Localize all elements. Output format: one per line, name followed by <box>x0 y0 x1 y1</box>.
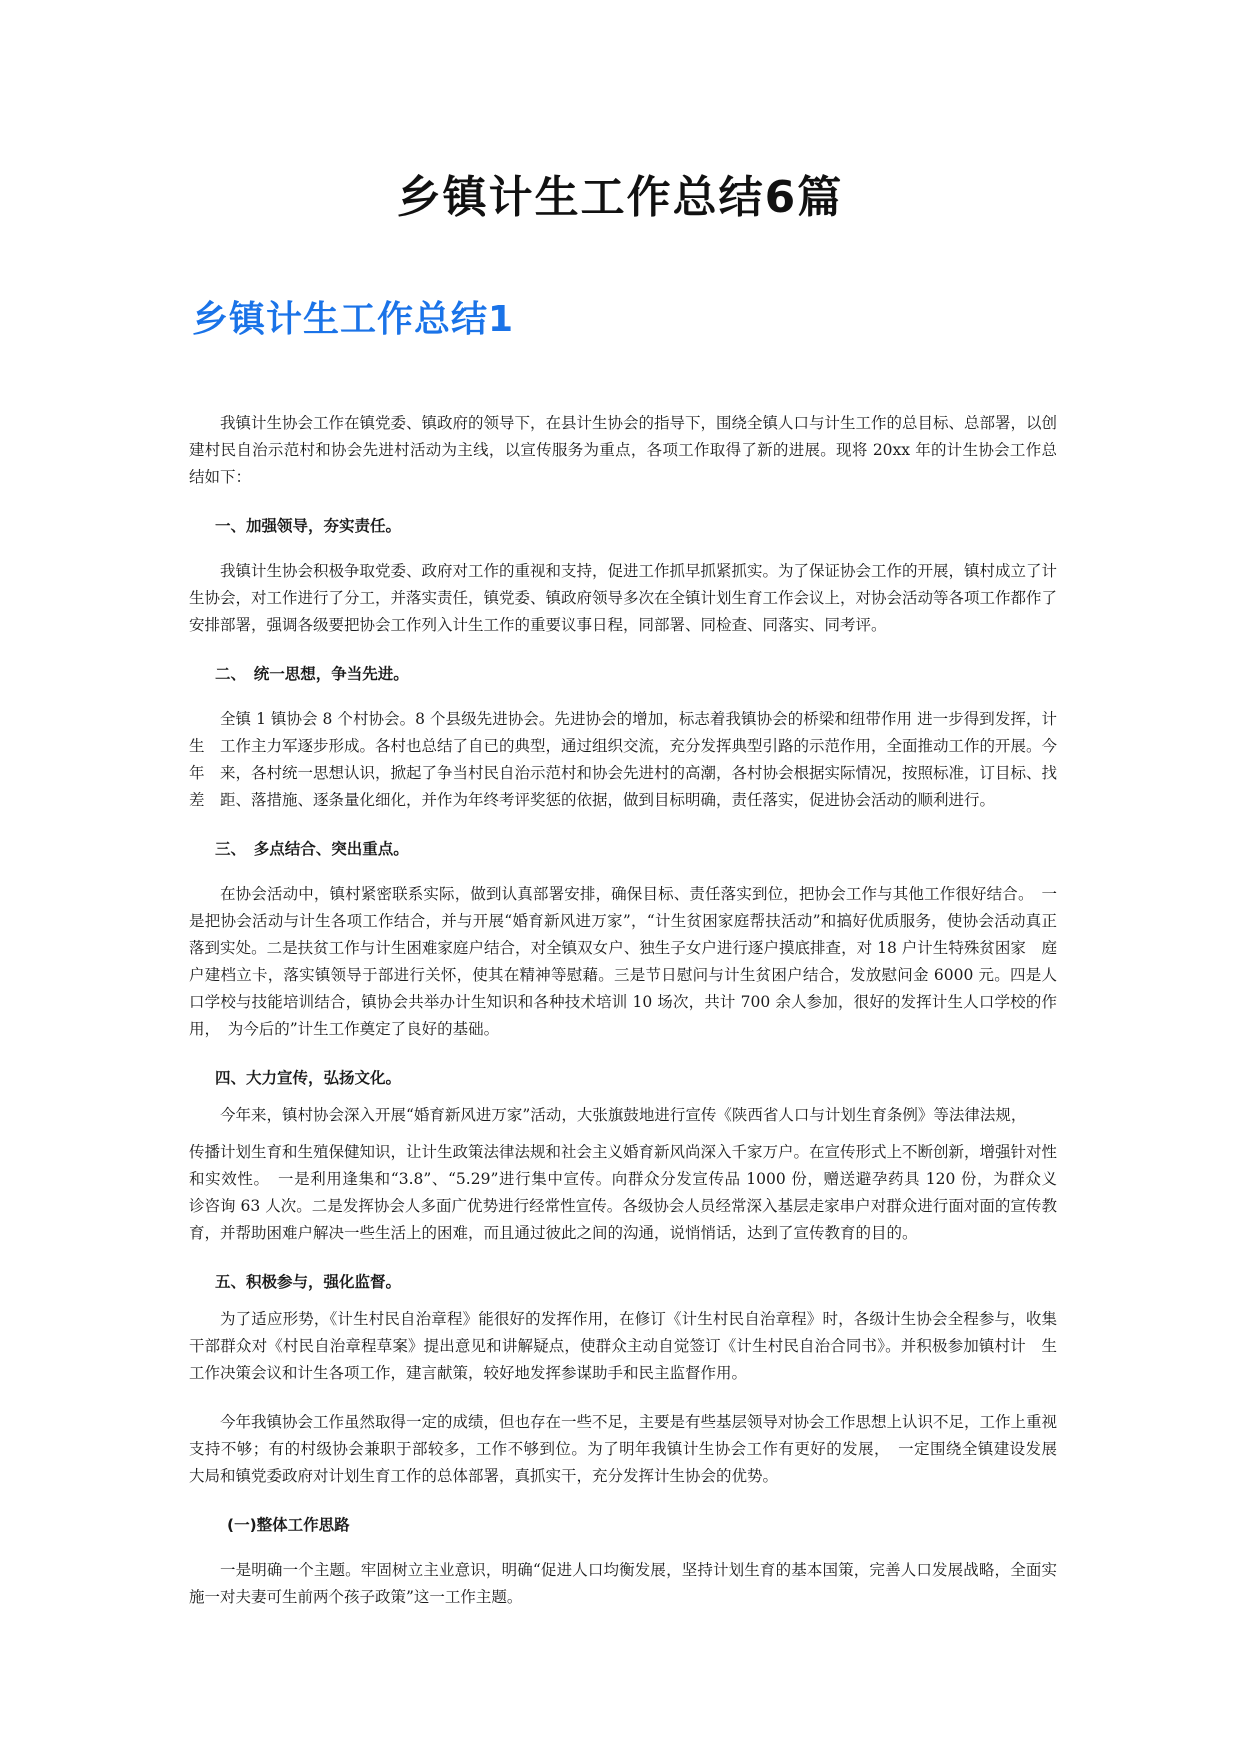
heading-4: 四、大力宣传，弘扬文化。 <box>215 1069 402 1087</box>
heading-1: 一、加强领导，夯实责任。 <box>215 517 402 535</box>
intro-paragraph: 我镇计生协会工作在镇党委、镇政府的领导下，在县计生协会的指导下，围绕全镇人口与计生工作的总目标、总部署，以创建村民自治示范村和协会先进村活动为主线，以宣传服务为重点，各项工作取得了新的进展。现将 20xx 年的计生协会工作总 结如下： <box>189 414 1073 486</box>
document-body <box>189 410 1073 1611</box>
paragraph-4a: 今年来，镇村协会深入开展“婚育新风进万家”活动，大张旗鼓地进行宣传《陕西省人口与计划生育条例》等法律法规， <box>220 1106 1027 1124</box>
paragraph-2: 全镇 1 镇协会 8 个村协会。8 个县级先进协会。先进协会的增加，标志着我镇协会的桥梁和纽带作用 进一步得到发挥，计生 工作主力军逐步形成。各村也总结了自已的典型，通过组织交流，充分发挥典型引路的示范作用，全面推动工作的开展。今年 来，各村统一思想认识，掀起了争当村民自治示范村和协会先进村的高潮，各村协会根据实际情况，按照标准，订目标、找差 距、落措施、逐条量化细化，并作为年终考评奖惩的依据，做到目标明确，责任落实，促进协会活动的顺利进行。 <box>189 710 1058 809</box>
heading-3: 三、 多点结合、突出重点。 <box>215 840 409 858</box>
paragraph-3: 在协会活动中，镇村紧密联系实际，做到认真部署安排，确保目标、责任落实到位，把协会工作与其他工作很好结合。 一是把协会活动与计生各项工作结合，并与开展“婚育新风进万家”，“计生贫困家庭帮扶活动”和搞好优质服务，使协会活动真正落到实处。二是扶贫工作与计生困难家庭户结合，对全镇双女户、独生子女户进行逐户摸底排查，对 18 户计生特殊贫困家 庭户建档立卡，落实镇领导于部进行关怀，使其在精神等慰藉。三是节日慰问与计生贫困户结合，发放慰问金 6000 元。四是人 口学校与技能培训结合，镇协会共举办计生知识和各种技术培训 10 场次，共计 700 余人参加，很好的发挥计生人口学校的作用， 为今后的”计生工作奠定了良好的基础。 <box>189 885 1073 1038</box>
paragraph-1: 我镇计生协会积极争取党委、政府对工作的重视和支持，促进工作抓早抓紧抓实。为了保证协会工作的开展，镇村成立了计生协会，对工作进行了分工，并落实责任，镇党委、镇政府领导多次在全镇计划生育工作会议上，对协会活动等各项工作都作了安排部署，强调各级要把协会工作列入计生工作的重要议事日程，同部署、同检查、同落实、同考评。 <box>189 562 1058 634</box>
paragraph-4b: 传播计划生育和生殖保健知识，让计生政策法律法规和社会主义婚育新风尚深入千家万户。在宣传形式上不断创新，增强针对性和实效性。 一是利用逢集和“3.8”、“5.29”进行集中宣传。向群众分发宣传品 1000 份，赠送避孕药具 120 份，为群众义 诊咨询 63 人次。二是发挥协会人多面广优势进行经常性宣传。各级协会人员经常深入基层走家串户对群众进行面对面的宣传教 育，并帮助困难户解决一些生活上的困难，而且通过彼此之间的沟通，说悄悄话，达到了宣传教育的目的。 <box>189 1143 1073 1242</box>
paragraph-5: 为了适应形势，《计生村民自治章程》能很好的发挥作用，在修订《计生村民自治章程》时，各级计生协会全程参与，收集干部群众对《村民自治章程草案》提出意见和讲解疑点，使群众主动自觉签订《计生村民自治合同书》。并积极参加镇村计 生工作决策会议和计生各项工作，建言献策，较好地发挥参谋助手和民主监督作用。 <box>189 1310 1057 1382</box>
document-title: 乡镇计生工作总结6篇 <box>396 172 844 223</box>
section-title: 乡镇计生工作总结1 <box>192 299 515 340</box>
paragraph-theme: 一是明确一个主题。牢固树立主业意识，明确“促进人口均衡发展，坚持计划生育的基本国策，完善人口发展战略，全面实施一对夫妻可生前两个孩子政策”这一工作主题。 <box>189 1561 1057 1606</box>
heading-5: 五、积极参与，强化监督。 <box>215 1273 402 1291</box>
summary-paragraph: 今年我镇协会工作虽然取得一定的成绩，但也存在一些不足，主要是有些基层领导对协会工作思想上认识不足，工作上重视支持不够；有的村级协会兼职于部较多，工作不够到位。为了明年我镇计生协会工作有更好的发展， 一定围绕全镇建设发展 大局和镇党委政府对计划生育工作的总体部署，真抓实干，充分发挥计生协会的优势。 <box>189 1413 1073 1485</box>
heading-2: 二、 统一思想，争当先进。 <box>215 665 409 683</box>
subheading-overall-approach: (一)整体工作思路 <box>227 1516 350 1534</box>
